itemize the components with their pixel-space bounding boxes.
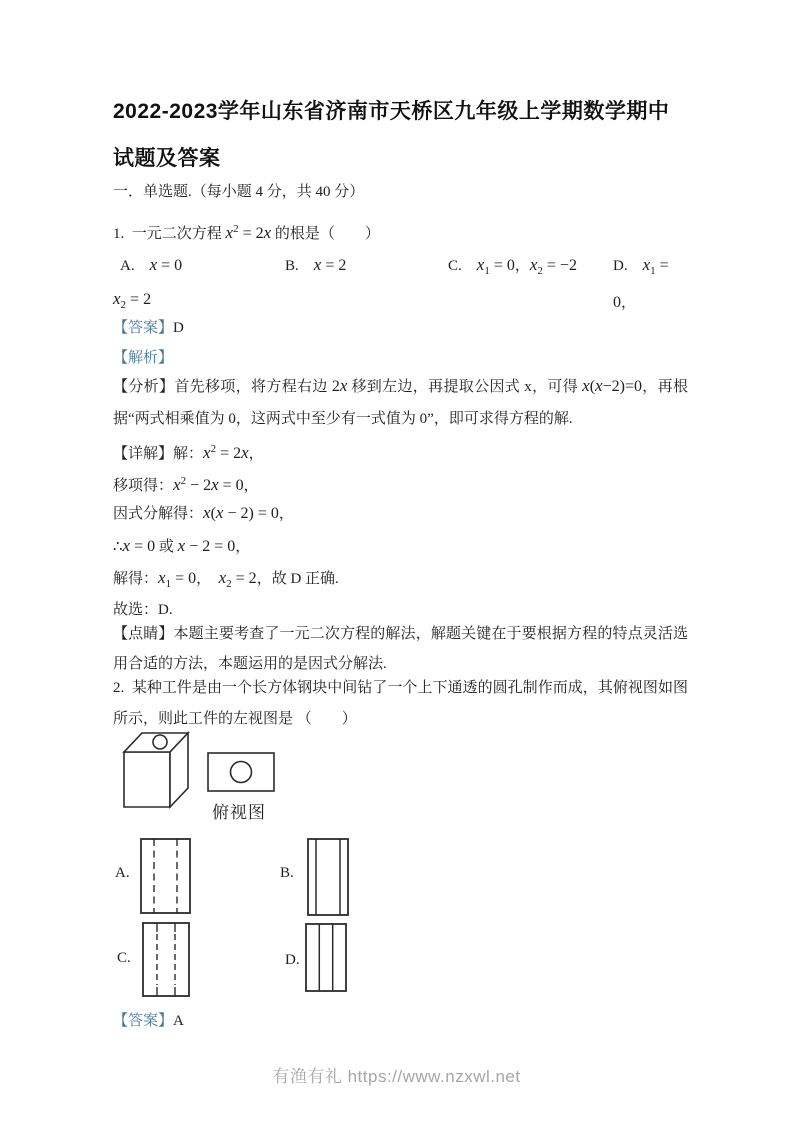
q1-detail-line: 【详解】解：$x^2 = 2x$， <box>113 443 264 462</box>
q1-option-d: D. $x_1 = 0$， <box>613 255 673 311</box>
q2-answer-line: 【答案】A <box>113 1013 184 1029</box>
q2-stem: 2. 某种工件是由一个长方体钢块中间钻了一个上下通透的圆孔制作而成，其俯视图如图所示，则此工件的左视图是 （ ） <box>113 680 688 727</box>
q2-option-a-figure <box>140 838 191 914</box>
q2-option-b-letter: B. <box>280 865 294 881</box>
cuboid-with-hole-figure <box>122 728 192 810</box>
q1-dianjing-paragraph: 【点睛】本题主要考查了一元二次方程的解法，解题关键在于要根据方程的特点灵活选用合适的方法，本题运用的是因式分解法. <box>113 626 688 672</box>
q1-analysis-paragraph: 【分析】首先移项，将方程右边 2x 移到左边，再提取公因式 x，可得 x(x−2)=0，再根据“两式相乘值为 0，这两式中至少有一式值为 0”，即可求得方程的解. <box>113 376 688 427</box>
q2-option-c-letter: C. <box>117 950 131 966</box>
hole-circle-icon <box>231 762 252 783</box>
q1-detail-line: 移项得：$x^2 - 2x = 0$， <box>113 475 259 494</box>
q1-detail-line: 解得：$x_1 = 0$， $x_2 = 2$，故 D 正确. <box>113 568 339 590</box>
top-view-figure <box>207 752 275 792</box>
q2-option-a-letter: A. <box>115 865 130 881</box>
q1-detail-line: 故选：D. <box>113 602 173 618</box>
hole-circle-icon <box>153 735 167 749</box>
section-heading: 一．单选题.（每小题 4 分，共 40 分） <box>113 184 365 200</box>
page-title: 2022-2023学年山东省济南市天桥区九年级上学期数学期中试题及答案 <box>113 100 670 170</box>
q1-detail-line: 因式分解得：x(x − 2) = 0， <box>113 503 294 522</box>
footer-watermark: 有渔有礼 https://www.nzxwl.net <box>272 1067 521 1086</box>
q1-answer-line: 【答案】D <box>113 320 184 336</box>
q1-detail-line: ∴x = 0 或 x − 2 = 0， <box>113 536 251 555</box>
q2-option-c-figure <box>142 922 190 997</box>
q1-option-c: C. $x_1 = 0$，$x_2 = -2$ <box>448 255 577 277</box>
q1-option-d-continuation: $x_2 = 2$ <box>113 289 152 311</box>
q1-jiexi-label: 【解析】 <box>113 350 174 366</box>
top-view-label: 俯视图 <box>212 803 266 822</box>
q2-option-b-figure <box>307 838 349 916</box>
q2-figure-area <box>113 726 793 1004</box>
q1-option-b: B. x = 2 <box>285 255 347 274</box>
q1-stem: 1. 一元二次方程 $x^2 = 2x$ 的根是（ ） <box>113 223 380 242</box>
q2-option-d-letter: D. <box>285 952 300 968</box>
q1-option-a: A. x = 0 <box>120 255 183 274</box>
q2-option-d-figure <box>305 923 347 992</box>
